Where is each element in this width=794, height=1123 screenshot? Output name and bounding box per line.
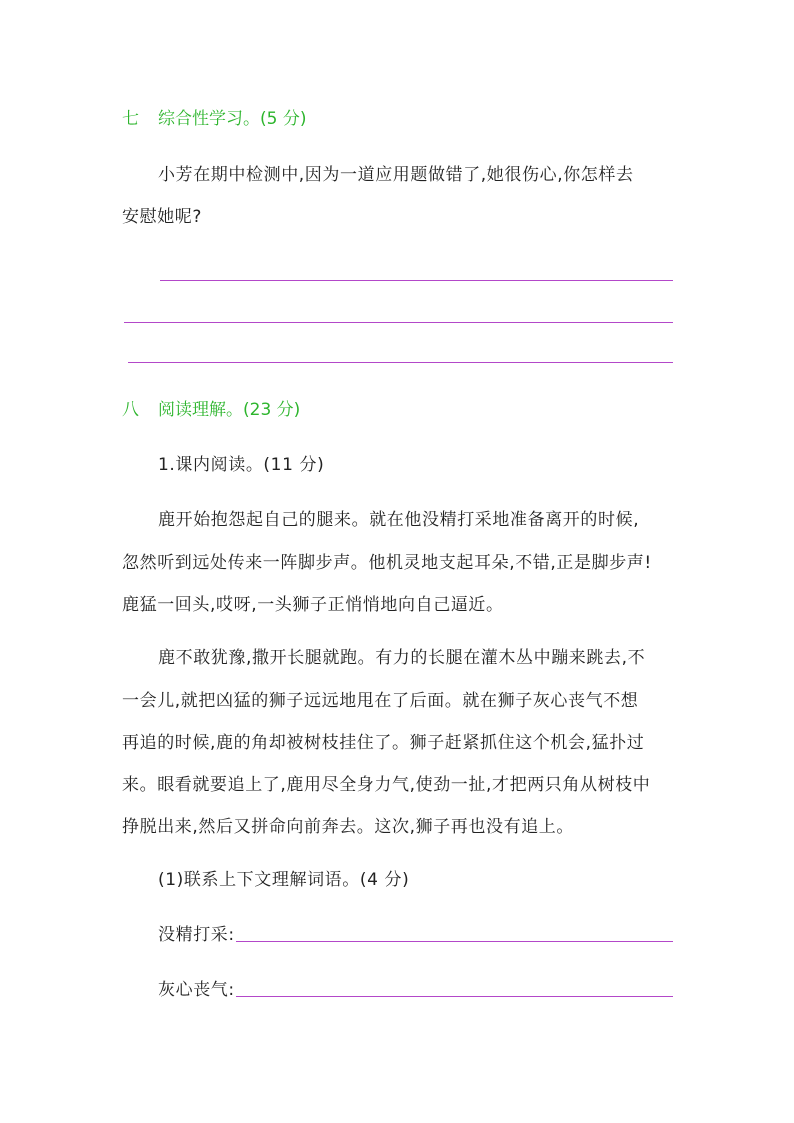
passage-para-2-line-5: 挣脱出来,然后又拼命向前奔去。这次,狮子再也没有追上。: [122, 817, 575, 837]
section-8-number: 八: [122, 400, 139, 420]
passage-para-1-line-3: 鹿猛一回头,哎呀,一头狮子正悄悄地向自己逼近。: [122, 595, 504, 615]
section-7-prompt-line-1: 小芳在期中检测中,因为一道应用题做错了,她很伤心,你怎样去: [158, 165, 634, 185]
passage-para-2-line-3: 再追的时候,鹿的角却被树枝挂住了。狮子赶紧抓住这个机会,猛扑过: [122, 733, 645, 753]
passage-para-2-line-2: 一会儿,就把凶猛的狮子远远地甩在了后面。就在狮子灰心丧气不想: [122, 691, 639, 711]
term-1-answer-line[interactable]: [236, 941, 673, 942]
passage-para-2-line-1: 鹿不敢犹豫,撒开长腿就跑。有力的长腿在灌木丛中蹦来跳去,不: [158, 648, 646, 668]
term-2-label: 灰心丧气:: [158, 980, 235, 1000]
answer-line-2[interactable]: [124, 322, 673, 323]
term-1-row: [158, 920, 235, 945]
section-8-title: 阅读理解。(23 分): [158, 400, 301, 420]
term-1-label: 没精打采:: [158, 925, 235, 945]
section-7-title: 综合性学习。(5 分): [158, 109, 307, 129]
answer-line-1[interactable]: [160, 280, 673, 281]
passage-para-2-line-4: 来。眼看就要追上了,鹿用尽全身力气,使劲一扯,才把两只角从树枝中: [122, 775, 651, 795]
section-8-heading: [122, 395, 300, 420]
term-2-answer-line[interactable]: [236, 996, 673, 997]
answer-line-3[interactable]: [128, 362, 673, 363]
section-7-prompt-line-2: 安慰她呢?: [122, 207, 203, 227]
question-1-prompt: (1)联系上下文理解词语。(4 分): [158, 870, 410, 890]
section-7-heading: [122, 104, 306, 129]
sub-question-title: 1.课内阅读。(11 分): [158, 455, 325, 475]
section-7-number: 七: [122, 109, 139, 129]
passage-para-1-line-2: 忽然听到远处传来一阵脚步声。他机灵地支起耳朵,不错,正是脚步声!: [122, 553, 652, 573]
passage-para-1-line-1: 鹿开始抱怨起自己的腿来。就在他没精打采地准备离开的时候,: [158, 510, 640, 530]
term-2-row: [158, 975, 235, 1000]
